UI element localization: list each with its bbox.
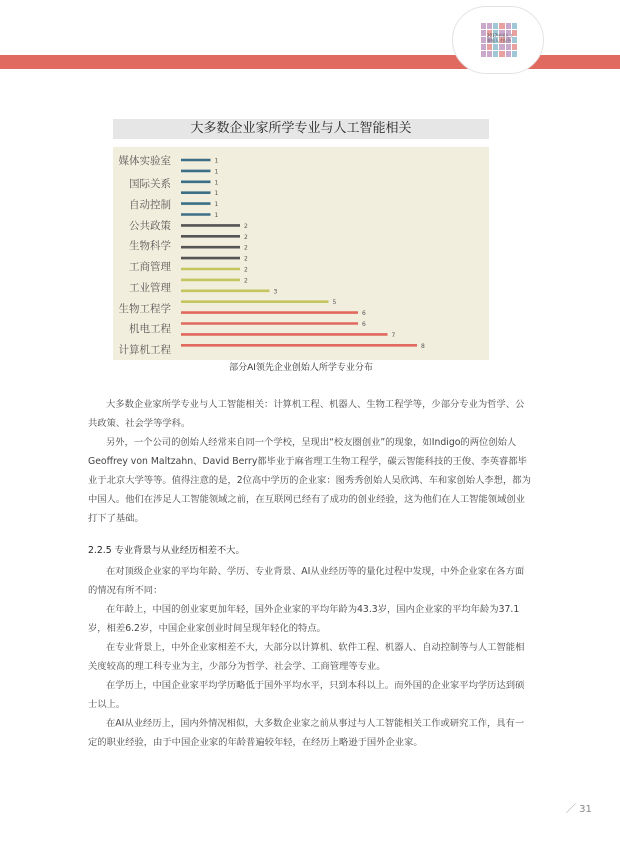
bar-chart-svg <box>113 147 489 360</box>
category-label: 媒体实验室 <box>118 155 171 167</box>
bar-value-label: 6 <box>362 310 366 318</box>
bar-value-label: 6 <box>362 321 366 328</box>
article-body <box>88 395 533 752</box>
category-label: 国际关系 <box>129 178 171 190</box>
bar-value-label: 2 <box>244 255 248 263</box>
bar-value-label: 2 <box>244 233 248 241</box>
page-number: ／ 31 <box>566 804 592 815</box>
chart-title: 大多数企业家所学专业与人工智能相关 <box>113 119 489 139</box>
bar-value-label: 1 <box>214 179 219 187</box>
bar-value-label: 1 <box>214 157 219 165</box>
paragraph: 大多数企业家所学专业与人工智能相关：计算机工程、机器人、生物工程学等，少部分专业为哲学、公共政策、社会学等学科。 <box>88 399 525 429</box>
category-label: 公共政策 <box>129 220 171 232</box>
paragraph: 在对顶级企业家的平均年龄、学历、专业背景、AI从业经历等的量化过程中发现，中外企业家在各方面的情况有所不同： <box>88 566 525 596</box>
category-label: 工业管理 <box>129 282 171 294</box>
paragraph: 另外，一个公司的创始人经常来自同一个学校，呈现出“校友圈创业”的现象，如Indigo的两位创始人Geoffrey von Maltzahn、David Berry都毕业于麻省理工生物工程学，碳云智能科技的王俊、李英睿都毕业于北京大学等等。值得注意的是，2位高中学历的企业家：图秀秀创始人吴欣鸿、车和家创始人李想，都为中国人。他们在涉足人工智能领域之前，在互联网已经有了成功的创业经验，这为他们在人工智能领域创业打下了基础。 <box>88 437 531 524</box>
category-label: 自动控制 <box>129 199 171 211</box>
category-label: 机电工程 <box>129 323 171 335</box>
bar-value-label: 3 <box>273 288 278 296</box>
bar-value-label: 1 <box>214 201 219 209</box>
section-heading: 2.2.5 专业背景与从业经历相差不大。 <box>88 545 245 556</box>
category-label: 计算机工程 <box>118 344 171 356</box>
paragraph: 在专业背景上，中外企业家相差不大，大部分以计算机、软件工程、机器人、自动控制等与人工智能相关度较高的理工科专业为主，少部分为哲学、社会学、工商管理等专业。 <box>88 642 525 672</box>
bar-value-label: 8 <box>421 342 425 350</box>
bar-value-label: 2 <box>244 244 248 252</box>
paragraph: 在年龄上，中国的创业家更加年轻，国外企业家的平均年龄为43.3岁，国内企业家的平均年龄为37.1岁，相差6.2岁，中国企业家创业时间呈现年轻化的特点。 <box>88 604 520 634</box>
logo-text: 2017中国人工智能人才报告 <box>487 33 514 43</box>
report-logo <box>452 6 544 74</box>
bar-value-label: 7 <box>391 331 396 339</box>
category-label: 生物工程学 <box>118 303 171 315</box>
bar-chart <box>113 147 489 360</box>
paragraph: 在AI从业经历上，国内外情况相似，大多数企业家之前从事过与人工智能相关工作或研究工作，具有一定的职业经验，由于中国企业家的年龄普遍较年轻，在经历上略逊于国外企业家。 <box>88 718 525 748</box>
paragraph: 在学历上，中国企业家平均学历略低于国外平均水平，只到本科以上。而外国的企业家平均学历达到硕士以上。 <box>88 680 525 710</box>
chart-caption: 部分AI领先企业创始人所学专业分布 <box>229 363 373 373</box>
category-label: 工商管理 <box>129 261 171 273</box>
bar-value-label: 2 <box>244 222 248 230</box>
bar-value-label: 1 <box>214 190 219 198</box>
bar-value-label: 2 <box>244 277 248 285</box>
bar-value-label: 5 <box>332 299 337 307</box>
bar-value-label: 1 <box>214 212 219 219</box>
bar-value-label: 1 <box>214 168 219 176</box>
category-label: 生物科学 <box>129 240 171 252</box>
bar-value-label: 2 <box>244 266 248 274</box>
